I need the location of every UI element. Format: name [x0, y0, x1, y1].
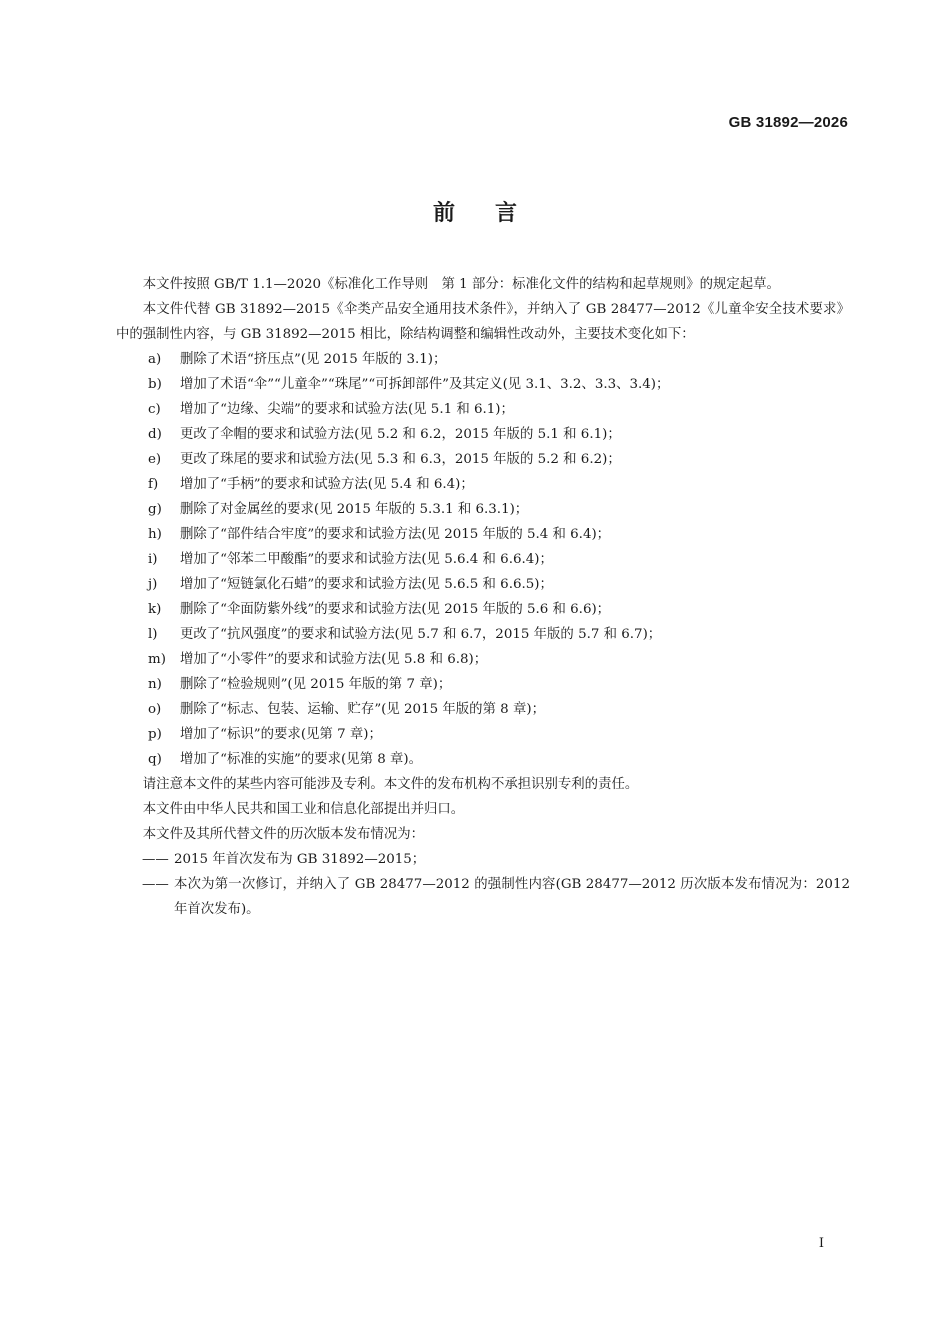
list-item [116, 447, 850, 472]
list-marker: p) [148, 727, 162, 742]
list-item [116, 872, 850, 922]
list-text: 增加了“小零件”的要求和试验方法(见 5.8 和 6.8)； [180, 652, 488, 667]
list-item [116, 847, 850, 872]
list-text: 删除了“部件结合牢度”的要求和试验方法(见 2015 年版的 5.4 和 6.4)； [180, 527, 611, 542]
list-text: 增加了“标识”的要求(见第 7 章)； [180, 727, 382, 742]
paragraph-replacement: 本文件代替 GB 31892—2015《伞类产品安全通用技术条件》，并纳入了 GB 28477—2012《儿童伞安全技术要求》中的强制性内容，与 GB 31892—2015 相比，除结构调整和编辑性改动外，主要技术变化如下： [116, 302, 850, 342]
list-item [116, 722, 850, 747]
list-item [116, 497, 850, 522]
list-marker: g) [148, 502, 162, 517]
list-text: 本次为第一次修订，并纳入了 GB 28477—2012 的强制性内容(GB 28477—2012 历次版本发布情况为：2012 年首次发布)。 [174, 877, 850, 917]
list-text: 删除了术语“挤压点”(见 2015 年版的 3.1)； [180, 352, 447, 367]
list-marker: o) [148, 702, 162, 717]
list-marker: e) [148, 452, 162, 467]
standard-code: GB 31892—2026 [728, 114, 848, 131]
list-marker: d) [148, 427, 162, 442]
changes-list [116, 347, 850, 772]
list-text: 更改了珠尾的要求和试验方法(见 5.3 和 6.3，2015 年版的 5.2 和 6.2)； [180, 452, 621, 467]
paragraph-proposer: 本文件由中华人民共和国工业和信息化部提出并归口。 [142, 802, 465, 817]
list-text: 增加了“手柄”的要求和试验方法(见 5.4 和 6.4)； [180, 477, 474, 492]
list-item [116, 547, 850, 572]
list-marker: —— [142, 852, 169, 867]
list-item [116, 472, 850, 497]
list-item [116, 372, 850, 397]
page-number: I [818, 1236, 824, 1251]
list-text: 2015 年首次发布为 GB 31892—2015； [174, 852, 426, 867]
list-text: 更改了伞帽的要求和试验方法(见 5.2 和 6.2，2015 年版的 5.1 和 6.1)； [180, 427, 621, 442]
paragraph-drafting-basis: 本文件按照 GB/T 1.1—2020《标准化工作导则 第 1 部分：标准化文件的结构和起草规则》的规定起草。 [142, 277, 780, 292]
list-item [116, 672, 850, 697]
paragraph-history-intro: 本文件及其所代替文件的历次版本发布情况为： [142, 827, 424, 842]
list-text: 删除了“检验规则”(见 2015 年版的第 7 章)； [180, 677, 452, 692]
list-marker: l) [148, 627, 158, 642]
list-marker: c) [148, 402, 161, 417]
list-item [116, 622, 850, 647]
list-text: 删除了“伞面防紫外线”的要求和试验方法(见 2015 年版的 5.6 和 6.6)； [180, 602, 611, 617]
list-marker: n) [148, 677, 162, 692]
page-title: 前言 [432, 201, 557, 226]
list-item [116, 647, 850, 672]
list-item [116, 422, 850, 447]
list-marker: j) [148, 577, 158, 592]
list-marker: m) [148, 652, 166, 667]
list-marker: k) [148, 602, 162, 617]
list-text: 增加了“边缘、尖端”的要求和试验方法(见 5.1 和 6.1)； [180, 402, 514, 417]
list-text: 删除了对金属丝的要求(见 2015 年版的 5.3.1 和 6.3.1)； [180, 502, 529, 517]
list-item [116, 697, 850, 722]
list-marker: —— [142, 877, 169, 892]
list-text: 删除了“标志、包装、运输、贮存”(见 2015 年版的第 8 章)； [180, 702, 545, 717]
list-item [116, 522, 850, 547]
list-text: 增加了“标准的实施”的要求(见第 8 章)。 [180, 752, 423, 767]
list-text: 增加了“邻苯二甲酸酯”的要求和试验方法(见 5.6.4 和 6.6.4)； [180, 552, 553, 567]
list-marker: q) [148, 752, 162, 767]
list-text: 增加了“短链氯化石蜡”的要求和试验方法(见 5.6.5 和 6.6.5)； [180, 577, 553, 592]
list-marker: i) [148, 552, 158, 567]
list-text: 更改了“抗风强度”的要求和试验方法(见 5.7 和 6.7，2015 年版的 5.7 和 6.7)； [180, 627, 662, 642]
list-marker: b) [148, 377, 162, 392]
document-body [116, 272, 850, 922]
history-list [116, 847, 850, 922]
paragraph-patent-notice: 请注意本文件的某些内容可能涉及专利。本文件的发布机构不承担识别专利的责任。 [142, 777, 639, 792]
list-marker: f) [148, 477, 159, 492]
list-item [116, 597, 850, 622]
list-text: 增加了术语“伞”“儿童伞”“珠尾”“可拆卸部件”及其定义(见 3.1、3.2、3.3、3.4)； [180, 377, 670, 392]
list-item [116, 572, 850, 597]
list-marker: a) [148, 352, 162, 367]
list-item [116, 397, 850, 422]
list-item [116, 747, 850, 772]
list-item [116, 347, 850, 372]
list-marker: h) [148, 527, 162, 542]
